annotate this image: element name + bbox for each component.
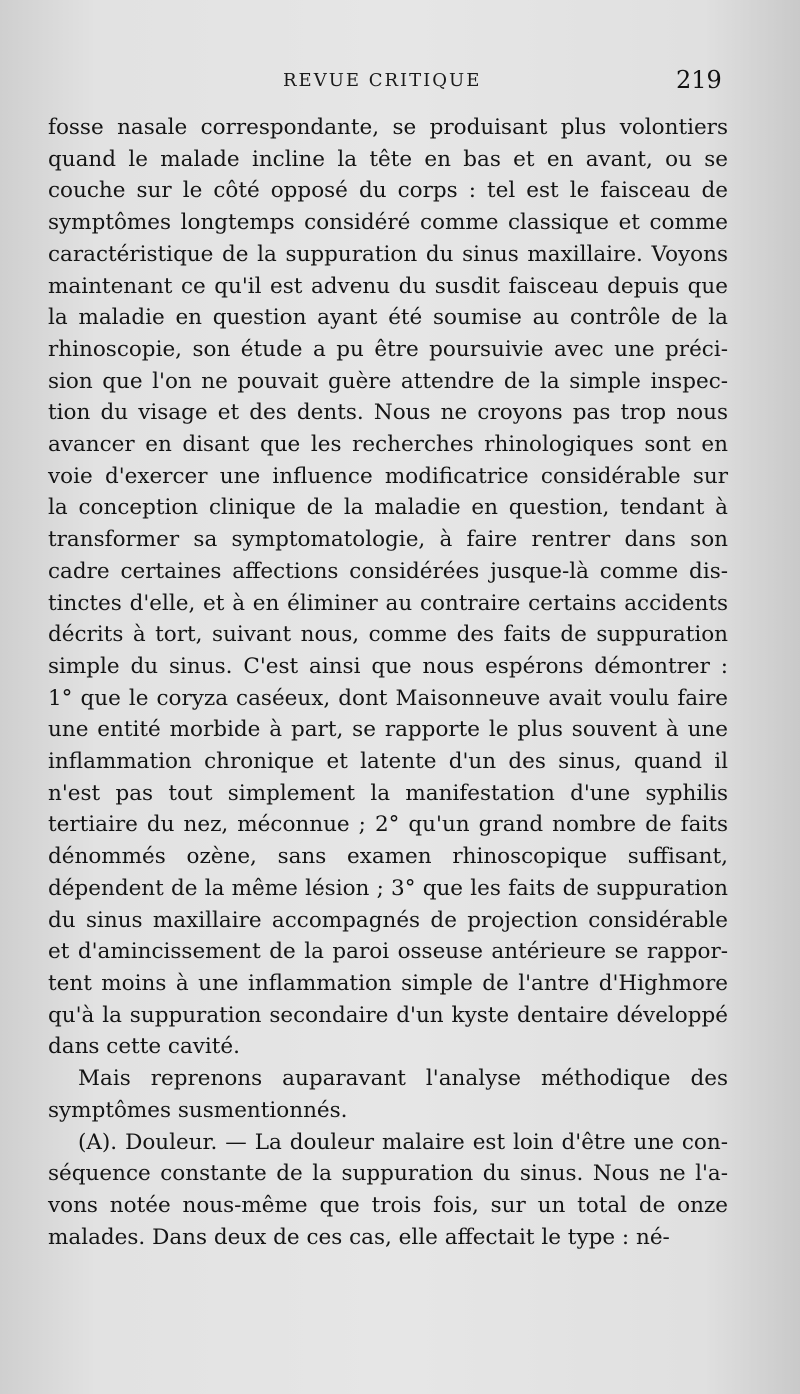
- text-line: Mais reprenons auparavant l'analyse méthodique des: [78, 1066, 728, 1092]
- text-line: tinctes d'elle, et à en éliminer au contraire certains accidents: [48, 590, 728, 616]
- text-line: la conception clinique de la maladie en question, tendant à: [48, 495, 728, 521]
- text-line: simple du sinus. C'est ainsi que nous espérons démontrer :: [48, 653, 728, 679]
- text-line: séquence constante de la suppuration du sinus. Nous ne l'a-: [48, 1161, 728, 1187]
- text-line: malades. Dans deux de ces cas, elle affectait le type : né-: [48, 1224, 670, 1250]
- running-title: REVUE CRITIQUE: [283, 70, 482, 91]
- text-line: caractéristique de la suppuration du sinus maxillaire. Voyons: [48, 241, 728, 267]
- paragraph: [48, 112, 728, 1063]
- page-header: [0, 66, 800, 102]
- text-line: n'est pas tout simplement la manifestation d'une syphilis: [48, 780, 728, 806]
- text-line: cadre certaines affections considérées jusque-là comme dis-: [48, 558, 728, 584]
- text-line: sion que l'on ne pouvait guère attendre de la simple inspec-: [48, 368, 728, 394]
- text-line: transformer sa symptomatologie, à faire rentrer dans son: [48, 527, 728, 553]
- text-line: rhinoscopie, son étude a pu être poursuivie avec une préci-: [48, 336, 728, 362]
- text-line: 1° que le coryza caséeux, dont Maisonneuve avait voulu faire: [48, 685, 728, 711]
- paragraph: [48, 1127, 728, 1254]
- text-line: dans cette cavité.: [48, 1034, 240, 1060]
- text-line: une entité morbide à part, se rapporte le plus souvent à une: [48, 717, 728, 743]
- text-line: quand le malade incline la tête en bas et en avant, ou se: [48, 146, 728, 172]
- text-line: et d'amincissement de la paroi osseuse antérieure se rappor-: [48, 939, 728, 965]
- text-line: dénommés ozène, sans examen rhinoscopique suffisant,: [48, 844, 728, 870]
- text-line: qu'à la suppuration secondaire d'un kyste dentaire développé: [48, 1002, 728, 1028]
- text-line: du sinus maxillaire accompagnés de projection considérable: [48, 907, 728, 933]
- text-line: tent moins à une inflammation simple de l'antre d'Highmore: [48, 970, 728, 996]
- text-line: maintenant ce qu'il est advenu du susdit faisceau depuis que: [48, 273, 728, 299]
- text-line: tertiaire du nez, méconnue ; 2° qu'un grand nombre de faits: [48, 812, 728, 838]
- text-line: (A). Douleur. — La douleur malaire est loin d'être une con-: [78, 1129, 728, 1155]
- text-line: décrits à tort, suivant nous, comme des faits de suppuration: [48, 622, 728, 648]
- text-line: vons notée nous-même que trois fois, sur un total de onze: [48, 1192, 728, 1218]
- body-text: [48, 112, 728, 1253]
- paragraph: [48, 1063, 728, 1126]
- page-number: 219: [676, 66, 722, 94]
- text-line: avancer en disant que les recherches rhinologiques sont en: [48, 432, 728, 458]
- text-line: inflammation chronique et latente d'un des sinus, quand il: [48, 749, 728, 775]
- text-line: tion du visage et des dents. Nous ne croyons pas trop nous: [48, 400, 728, 426]
- text-line: fosse nasale correspondante, se produisant plus volontiers: [48, 115, 728, 140]
- text-line: dépendent de la même lésion ; 3° que les faits de suppuration: [48, 875, 728, 901]
- text-line: voie d'exercer une influence modificatrice considérable sur: [48, 463, 728, 489]
- text-line: symptômes longtemps considéré comme classique et comme: [48, 210, 728, 236]
- text-line: symptômes susmentionnés.: [48, 1097, 348, 1123]
- text-line: la maladie en question ayant été soumise au contrôle de la: [48, 305, 728, 331]
- text-line: couche sur le côté opposé du corps : tel est le faisceau de: [48, 178, 728, 204]
